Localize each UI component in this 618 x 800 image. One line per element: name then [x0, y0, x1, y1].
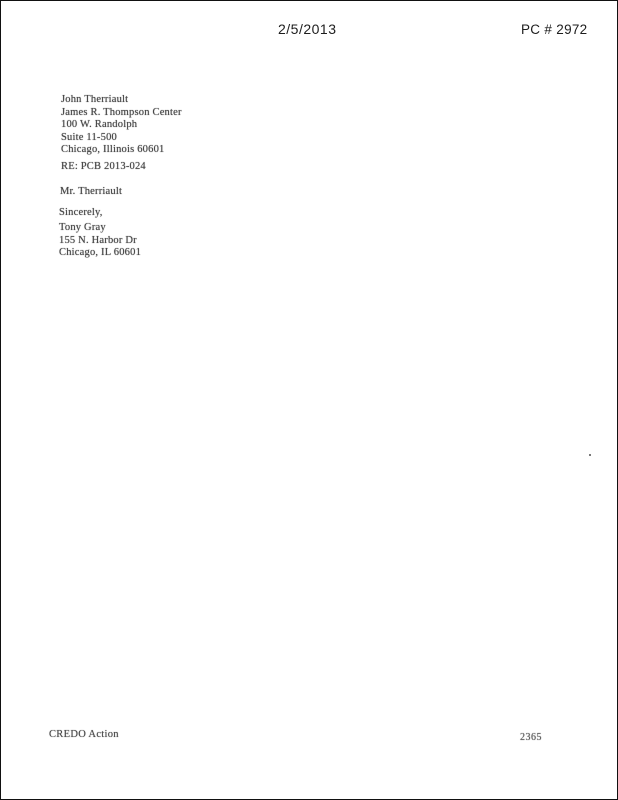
recipient-name: John Therriault	[61, 94, 129, 105]
signature-block	[59, 222, 141, 260]
footer-page-number: 2365	[520, 732, 542, 743]
document-date: 2/5/2013	[278, 21, 337, 37]
recipient-city: Chicago, Illinois 60601	[61, 144, 165, 155]
salutation: Mr. Therriault	[60, 186, 123, 197]
recipient-building: James R. Thompson Center	[61, 106, 182, 118]
sender-street: 155 N. Harbor Dr	[59, 234, 137, 246]
closing: Sincerely,	[59, 207, 103, 218]
footer-organization: CREDO Action	[49, 729, 119, 740]
recipient-street: 100 W. Randolph	[61, 119, 138, 130]
sender-name: Tony Gray	[59, 222, 106, 233]
re-subject-line: RE: PCB 2013-024	[61, 161, 146, 172]
pc-number-stamp: PC # 2972	[521, 22, 588, 37]
sender-city: Chicago, IL 60601	[59, 247, 142, 258]
recipient-suite: Suite 11-500	[61, 131, 117, 143]
recipient-address-block	[61, 94, 182, 157]
scan-artifact-dot	[589, 454, 591, 456]
